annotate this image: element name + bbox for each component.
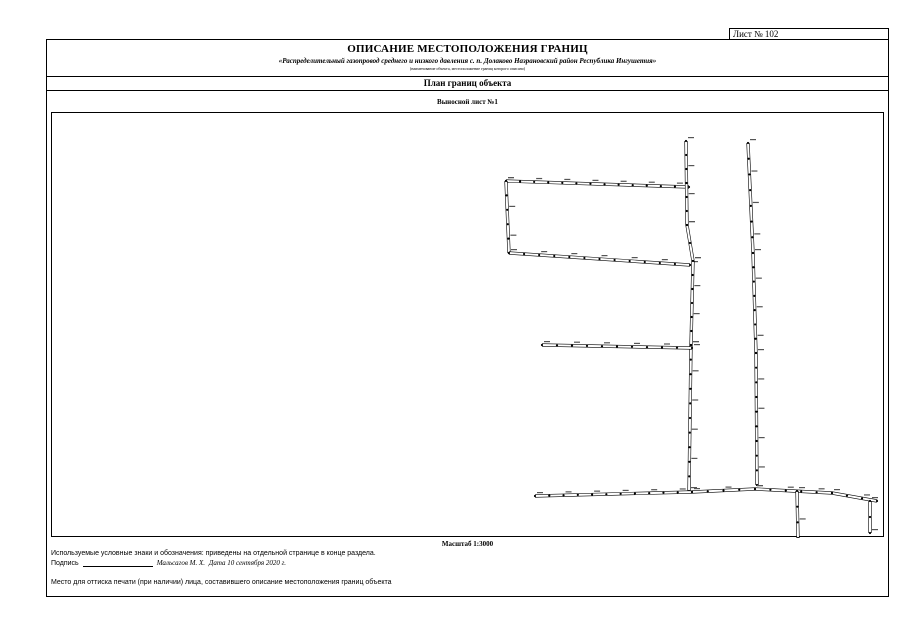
boundary-point [689,446,691,448]
boundary-point [620,493,622,495]
point-label-mark [621,181,627,182]
point-label-mark [664,343,670,344]
boundary-point [568,256,570,258]
boundary-point [769,489,771,491]
boundary-point [756,469,758,471]
boundary-point [561,182,563,184]
boundary-point [632,184,634,186]
signature-date: Дата 10 сентября 2020 г. [208,559,287,567]
point-label-mark [594,491,600,492]
boundary-point [506,209,508,211]
boundary-point [800,490,802,492]
sheet-number: Лист № 102 [729,28,889,39]
boundary-point [648,492,650,494]
point-label-mark [604,342,610,343]
boundary-point [689,264,691,266]
boundary-point [738,489,740,491]
boundary-point [589,183,591,185]
boundary-point [753,295,755,297]
boundary-point [691,316,693,318]
point-label-mark [677,183,683,184]
boundary-point [690,373,692,375]
point-label-mark [694,313,700,314]
boundary-point [507,223,509,225]
point-label-mark [691,458,697,459]
boundary-point [755,381,757,383]
boundary-strip-fill [535,489,877,501]
point-label-mark [800,518,806,519]
point-label-mark [750,139,756,140]
boundary-strip-fill [748,143,757,485]
signature-blank [83,559,153,567]
boundary-point [748,158,750,160]
point-label-mark [688,165,694,166]
boundary-point [756,455,758,457]
boundary-point [646,185,648,187]
boundary-point [797,521,799,523]
point-label-mark [602,255,608,256]
boundary-point [644,261,646,263]
point-label-mark [694,285,700,286]
point-label-mark [692,429,698,430]
point-label-mark [508,177,514,178]
boundary-point [553,255,555,257]
boundary-point [690,344,692,346]
boundary-point [538,254,540,256]
point-label-mark [753,202,759,203]
boundary-point [685,140,687,142]
point-label-mark [536,178,542,179]
boundary-point [692,260,694,262]
boundary-point [796,506,798,508]
boundary-point [541,344,543,346]
boundary-point [752,266,754,268]
boundary-point [562,494,564,496]
boundary-point [753,280,755,282]
boundary-point [691,288,693,290]
title-block [47,40,888,77]
boundary-point [605,493,607,495]
boundary-point [690,330,692,332]
boundary-point [748,173,750,175]
point-label-mark [872,529,878,530]
boundary-point [674,263,676,265]
boundary-point [686,224,688,226]
point-label-mark [509,206,515,207]
boundary-point [505,180,507,182]
point-label-mark [755,249,761,250]
boundary-point [533,181,535,183]
boundary-point [754,309,756,311]
signature-line [51,559,286,567]
point-label-mark [651,489,657,490]
boundary-point [646,346,648,348]
boundary-point [785,490,787,492]
document-frame [46,39,889,597]
boundary-point [598,258,600,260]
boundary-point [751,236,753,238]
point-label-mark [537,492,543,493]
point-label-mark [694,488,700,489]
point-label-mark [872,497,878,498]
boundary-point [690,359,692,361]
point-label-mark [566,491,572,492]
boundary-point [661,346,663,348]
boundary-point [674,185,676,187]
boundary-point [686,210,688,212]
boundary-point [691,347,693,349]
point-label-mark [692,399,698,400]
boundary-point [796,490,798,492]
point-label-mark [623,490,629,491]
boundary-point [519,180,521,182]
point-label-mark [688,137,694,138]
boundary-point [876,500,878,502]
boundary-point [591,493,593,495]
boundary-point [618,184,620,186]
document-title: ОПИСАНИЕ МЕСТОПОЛОЖЕНИЯ ГРАНИЦ [347,43,588,55]
point-label-mark [759,466,765,467]
signature-name: Мальсагов М. Х. [156,559,205,567]
boundary-point [691,491,693,493]
boundary-point [688,475,690,477]
boundary-point [688,461,690,463]
boundary-point [575,182,577,184]
boundary-point [869,532,871,534]
boundary-point [755,411,757,413]
stamp-note: Место для оттиска печати (при наличии) лица, составившего описание местоположения границ объекта [51,579,392,586]
boundary-point [634,492,636,494]
boundary-point [507,238,509,240]
boundary-point [601,345,603,347]
boundary-point [603,183,605,185]
boundary-point [692,274,694,276]
point-label-mark [754,233,760,234]
boundary-point [750,205,752,207]
boundary-point [506,194,508,196]
boundary-point [754,338,756,340]
point-label-mark [632,257,638,258]
boundary-point [831,492,833,494]
boundary-point [869,516,871,518]
boundary-point [707,490,709,492]
point-label-mark [758,408,764,409]
boundary-point [691,302,693,304]
boundary-point [747,142,749,144]
point-label-mark [510,235,516,236]
boundary-point [686,196,688,198]
boundary-point [629,260,631,262]
boundary-point [755,425,757,427]
point-label-mark [689,221,695,222]
boundary-point [586,345,588,347]
boundary-point [689,432,691,434]
point-label-mark [662,259,668,260]
point-label-mark [819,488,825,489]
boundary-point [676,347,678,349]
point-label-mark [756,278,762,279]
boundary-point [685,154,687,156]
point-label-mark [758,335,764,336]
boundary-point [755,367,757,369]
point-label-mark [757,306,763,307]
boundary-point [755,396,757,398]
point-label-mark [864,494,870,495]
point-label-mark [693,341,699,342]
point-label-mark [592,180,598,181]
point-label-mark [834,489,840,490]
point-label-mark [574,342,580,343]
point-label-mark [571,253,577,254]
boundary-point [755,352,757,354]
point-label-mark [564,179,570,180]
boundary-point [756,440,758,442]
point-label-mark [759,437,765,438]
point-label-mark [693,370,699,371]
boundary-point [861,497,863,499]
boundary-point [846,495,848,497]
boundary-point [534,495,536,497]
boundary-point [685,182,687,184]
boundary-point [688,186,690,188]
point-label-mark [751,170,757,171]
boundary-point [689,242,691,244]
point-label-mark [758,378,764,379]
boundary-point [685,168,687,170]
boundary-point [556,344,558,346]
boundary-point [752,252,754,254]
signature-label: Подпись [51,560,79,567]
point-label-mark [689,193,695,194]
boundary-point [613,259,615,261]
boundary-map-drawing [52,113,885,538]
point-label-mark [541,251,547,252]
boundary-point [659,262,661,264]
boundary-point [583,257,585,259]
boundary-point [722,489,724,491]
point-label-mark [649,182,655,183]
point-label-mark [694,344,700,345]
point-label-mark [757,485,763,486]
boundary-map [51,112,884,537]
point-label-mark [634,343,640,344]
boundary-point [548,495,550,497]
boundary-point [662,492,664,494]
boundary-point [689,402,691,404]
boundary-point [689,417,691,419]
boundary-point [523,253,525,255]
boundary-point [754,488,756,490]
boundary-strip-fill [797,491,798,538]
object-name: «Распределительный газопровод среднего и низкого давления с. п. Долаково Назрановский район Республика Ингушетия» [278,57,657,65]
boundary-point [616,345,618,347]
boundary-point [750,220,752,222]
boundary-point [749,189,751,191]
legend-note: Используемые условные знаки и обозначения: приведены на отдельной странице в конце раздела. [51,550,376,557]
section-title: План границ объекта [47,76,888,91]
boundary-point [631,346,633,348]
boundary-point [689,388,691,390]
boundary-point [660,185,662,187]
sheet-title: Выносной лист №1 [437,98,498,106]
point-label-mark [695,257,701,258]
point-label-mark [726,487,732,488]
map-scale: Масштаб 1:3000 [441,540,494,548]
point-label-mark [680,488,686,489]
point-label-mark [758,349,764,350]
point-label-mark [544,341,550,342]
boundary-point [869,500,871,502]
boundary-point [508,252,510,254]
boundary-point [754,323,756,325]
boundary-point [571,345,573,347]
boundary-point [547,181,549,183]
object-note: (наименование объекта, местоположение границ которого описано) [409,66,526,71]
point-label-mark [788,487,794,488]
point-label-mark [799,487,805,488]
boundary-point [677,491,679,493]
boundary-point [577,494,579,496]
point-label-mark [511,249,517,250]
boundary-point [816,491,818,493]
